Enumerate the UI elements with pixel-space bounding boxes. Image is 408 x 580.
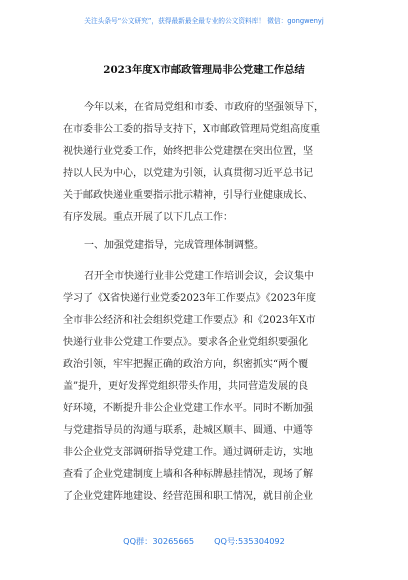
paragraph-line: 在市委非公工委的指导支持下，X市邮政管理局党组高度重 <box>63 124 321 135</box>
paragraph-line: 持以人民为中心，以党建为引领，认真贯彻习近平总书记 <box>63 168 313 179</box>
section-heading: 一、加强党建指导，完成管理体制调整。 <box>84 240 264 251</box>
paragraph-line: 快递行业非公党建工作要点》。要求各企业党组织要强化 <box>63 337 308 348</box>
footer-contact <box>0 536 408 546</box>
header-banner: 关注头条号“公文研究”，获得最新最全最专业的公文资料库！ 微信：gongwenyj <box>84 17 324 25</box>
paragraph-line: 视快递行业党委工作，始终把非公党建摆在突出位置，坚 <box>63 146 313 157</box>
paragraph-line: 查看了企业党建制度上墙和各种标牌悬挂情况，现场了解 <box>63 469 313 480</box>
footer-qq-number: QQ号:535304092 <box>214 536 285 546</box>
paragraph-line: 召开全市快递行业非公党建工作培训会议，会议集中 <box>84 271 314 282</box>
paragraph-line: 今年以来，在省局党组和市委、市政府的坚强领导下， <box>84 102 324 113</box>
paragraph-line: 有序发展。重点开展了以下几点工作： <box>63 212 233 223</box>
paragraph-line: 全市非公经济和社会组织党建工作要点》和《2023年X市 <box>63 315 316 326</box>
paragraph-line: 好环境，不断提升非公企业党建工作水平。同时不断加强 <box>63 403 313 414</box>
paragraph-line: 关于邮政快递业重要指示批示精神，引导行业健康成长、 <box>63 190 313 201</box>
paragraph-line: 政治引领，牢牢把握正确的政治方向，织密抓实“两个覆 <box>63 359 309 370</box>
document-title: 2023年度X市邮政管理局非公党建工作总结 <box>103 64 305 76</box>
paragraph-line: 非公企业党支部调研指导党建工作。通过调研走访，实地 <box>63 447 313 458</box>
paragraph-line: 了企业党建阵地建设、经营范围和职工情况，就目前企业 <box>63 491 313 502</box>
paragraph-line: 学习了《X省快递行业党委2023年工作要点》《2023年度 <box>63 293 317 304</box>
paragraph-line: 盖”提升，更好发挥党组织带头作用，共同营造发展的良 <box>63 381 309 392</box>
paragraph-line: 与党建指导员的沟通与联系，赴城区顺丰、圆通、中通等 <box>63 425 313 436</box>
footer-qq-group: QQ群：30265665 <box>123 536 195 546</box>
